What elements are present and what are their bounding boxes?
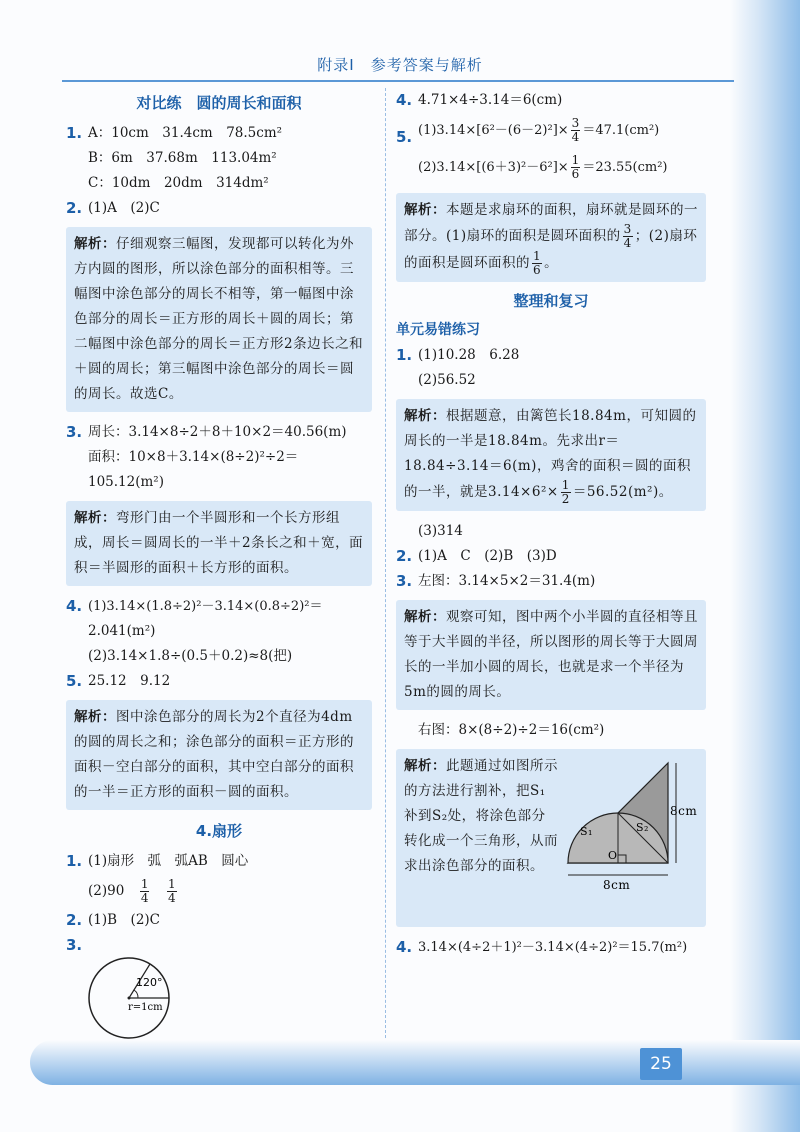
svg-text:8cm: 8cm bbox=[603, 878, 631, 892]
fraction: $\frac{3}{4}$ bbox=[623, 222, 632, 250]
answer-4: 4. (1)3.14×(1.8÷2)²－3.14×(0.8÷2)²＝ bbox=[66, 597, 323, 615]
section-title: 对比练 圆的周长和面积 bbox=[136, 94, 302, 112]
svg-text:O: O bbox=[608, 849, 618, 862]
page-number: 25 bbox=[640, 1048, 682, 1080]
svg-text:8cm: 8cm bbox=[670, 804, 698, 818]
answer-5: 5. (1)3.14×[6²－(6－2)²]× $\frac{3}{4}$ ＝47.1(cm²) bbox=[396, 116, 660, 146]
answer-3: 3. 周长：3.14×8÷2＋8＋10×2＝40.56(m) bbox=[66, 423, 347, 441]
analysis-box: 解析：仔细观察三幅图，发现都可以转化为外方内圆的图形，所以涂色部分的面积相等。三幅图中涂色部分的周长不相等，第一幅图中涂色部分的周长＝正方形的周长＋圆的周长；第二幅图中涂色部分的周长＝正方形2条边长之和＋圆的周长；第三幅图中涂色部分的周长＝圆的周长。故选C。 bbox=[66, 227, 372, 412]
svg-text:S₁: S₁ bbox=[580, 825, 593, 838]
analysis-box: 解析：图中涂色部分的周长为2个直径为4dm的圆的周长之和；涂色部分的面积＝正方形的面积－空白部分的面积，其中空白部分的面积的一半＝正方形的面积－圆的面积。 bbox=[66, 700, 372, 810]
subheading: 单元易错练习 bbox=[396, 322, 480, 338]
fraction: $\frac{1}{4}$ bbox=[167, 877, 176, 905]
section-title: 整理和复习 bbox=[513, 292, 589, 310]
review-answer-3: 3. 左图：3.14×5×2＝31.4(m) bbox=[396, 572, 596, 590]
column-divider bbox=[385, 88, 386, 1038]
cut-and-fill-figure bbox=[558, 753, 698, 913]
page-header: 附录Ⅰ 参考答案与解析 bbox=[317, 56, 483, 74]
svg-text:120°: 120° bbox=[136, 976, 163, 989]
review-answer-1: 1. (1)10.28 6.28 bbox=[396, 346, 520, 364]
analysis-box: 解析：本题是求扇环的面积，扇环就是圆环的一部分。(1)扇环的面积是圆环面积的 $\frac{3}{4}$ ；(2)扇环的面积是圆环面积的 $\frac{1}{6}$ 。 bbox=[396, 193, 706, 282]
sector-answer-2: 2. (1)B (2)C bbox=[66, 911, 160, 929]
review-answer-4: 4. 3.14×(4÷2＋1)²－3.14×(4÷2)²＝15.7(m²) bbox=[396, 938, 688, 956]
sector-answer-1: 1. (1)扇形 弧 弧AB 圆心 bbox=[66, 852, 249, 870]
fraction: $\frac{1}{2}$ bbox=[561, 478, 570, 506]
fraction: $\frac{3}{4}$ bbox=[571, 116, 580, 144]
right-column: 4. 4.71×4÷3.14＝6(cm) 5. (1)3.14×[6²－(6－2)²]× $\frac{3}{4}$ ＝47.1(cm²) (2)3.14×[(6＋3)²－6²]× $\frac{1}{6}$ ＝23.55(cm²) 解析：本题是求扇环的面积，扇环就是圆环的一部分。(1)扇环的面积是圆环面积的 $\frac{3}{4}$ ；(2)扇环的面积是圆环面积的 $\frac{1}{6}$ 。 整理和复习 单元易错练习 1. (1)10.28 6.28 (2)56.52 解析：根据题意，由篱笆长18.84m，可知圆的周长的一半是18.84m。先求出r＝18.84÷3.14＝6(m)，鸡舍的面积＝圆的面积的一半，就是3.14×6²× $\frac{1}{2}$ ＝56.52(m²)。 (3)314 2. (1)A C (2)B (3)D 3. 左图：3.14×5×2＝31.4(m) 解析：观察可知，图中两个小半圆的直径相等且等于大半圆的半径，所以图形的周长等于大圆周长的一半加小圆的周长，也就是求一个半径为5m的圆的周长。 右图：8×(8÷2)÷2＝16(cm²) 解析：此题通过如图所示的方法进行割补，把S₁补到S₂处，将涂色部分转化成一个三角形，从而求出涂色部分的面积。 8cm 8cm S₁ S₂ O 4. 3.14×(4÷2＋1)²－3.14×(4÷2)²＝15.7(m²) bbox=[396, 88, 706, 960]
header-rule bbox=[62, 80, 734, 82]
analysis-box: 解析：弯形门由一个半圆形和一个长方形组成，周长＝圆周长的一半＋2条长之和＋宽，面积＝半圆形的面积＋长方形的面积。 bbox=[66, 501, 372, 586]
fraction: $\frac{1}{6}$ bbox=[533, 249, 542, 277]
answer-2: 2. (1)A (2)C bbox=[66, 199, 160, 217]
left-column: 对比练 圆的周长和面积 1. A：10cm 31.4cm 78.5cm² B：6m 37.68m 113.04m² C：10dm 20dm 314dm² 2. (1)A (2)C 解析：仔细观察三幅图，发现都可以转化为外方内圆的图形，所以涂色部分的面积相等。三幅图中涂色部分的周长不相等，第一幅图中涂色部分的周长＝正方形的周长＋圆的周长；第二幅图中涂色部分的周长＝正方形2条边长之和＋圆的周长；第三幅图中涂色部分的周长＝圆的周长。故选C。 3. 周长：3.14×8÷2＋8＋10×2＝40.56(m) 面积：10×8＋3.14×(8÷2)²÷2＝ 105.12(m²) 解析：弯形门由一个半圆形和一个长方形组成，周长＝圆周长的一半＋2条长之和＋宽，面积＝半圆形的面积＋长方形的面积。 4. (1)3.14×(1.8÷2)²－3.14×(0.8÷2)²＝ 2.041(m²) (2)3.14×1.8÷(0.5＋0.2)≈8(把) 5. 25.12 9.12 解析：图中涂色部分的周长为2个直径为4dm的圆的周长之和；涂色部分的面积＝正方形的面积－空白部分的面积，其中空白部分的面积的一半＝正方形的面积－圆的面积。 4.扇形 1. (1)扇形 弧 弧AB 圆心 (2)90 $\frac{1}{4}$ $\frac{1}{4}$ 2. (1)B (2)C 3. bbox=[66, 88, 372, 933]
analysis-box: 解析：观察可知，图中两个小半圆的直径相等且等于大半圆的半径，所以图形的周长等于大圆周长的一半加小圆的周长，也就是求一个半径为5m的圆的周长。 bbox=[396, 600, 706, 710]
analysis-box-with-figure: 解析：此题通过如图所示的方法进行割补，把S₁补到S₂处，将涂色部分转化成一个三角形，从而求出涂色部分的面积。 8cm 8cm S₁ S₂ O bbox=[396, 749, 706, 927]
page-edge-decoration bbox=[730, 0, 800, 1132]
section-title: 4.扇形 bbox=[195, 822, 243, 840]
sector-circle-figure bbox=[86, 955, 181, 1045]
analysis-box: 解析：根据题意，由篱笆长18.84m，可知圆的周长的一半是18.84m。先求出r＝18.84÷3.14＝6(m)，鸡舍的面积＝圆的面积的一半，就是3.14×6²× $\frac{1}{2}$ ＝56.52(m²)。 bbox=[396, 399, 706, 511]
page-bottom-decoration bbox=[30, 1040, 800, 1085]
answer-4: 4. 4.71×4÷3.14＝6(cm) bbox=[396, 91, 563, 109]
answer-5: 5. 25.12 9.12 bbox=[66, 672, 171, 690]
fraction: $\frac{1}{6}$ bbox=[571, 153, 580, 181]
answer-1: 1. A：10cm 31.4cm 78.5cm² bbox=[66, 124, 283, 142]
svg-text:r=1cm: r=1cm bbox=[128, 1002, 163, 1013]
review-answer-2: 2. (1)A C (2)B (3)D bbox=[396, 547, 557, 565]
svg-text:S₂: S₂ bbox=[636, 821, 649, 834]
fraction: $\frac{1}{4}$ bbox=[140, 877, 149, 905]
